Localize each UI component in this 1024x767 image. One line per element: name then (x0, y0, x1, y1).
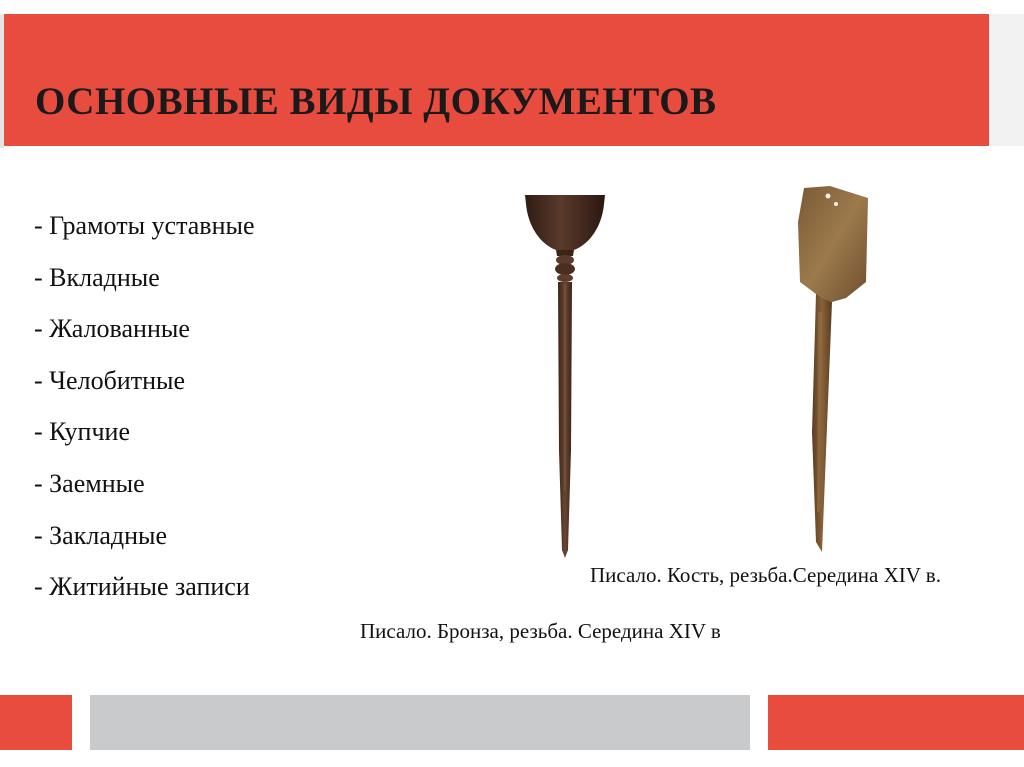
list-item: - Заемные (34, 468, 145, 498)
list-item: - Грамоты уставные (34, 211, 255, 240)
document-types-list (34, 200, 255, 613)
bronze-stylus-icon (518, 190, 612, 562)
bone-stylus-caption: Писало. Кость, резьба.Середина XIV в. (590, 563, 941, 587)
bone-stylus-icon (786, 182, 876, 554)
footer-right-block (768, 695, 1024, 750)
list-item: - Жалованные (34, 314, 190, 344)
bronze-stylus-caption: Писало. Бронза, резьба. Середина XIV в (360, 619, 721, 643)
list-item: - Вкладные (34, 262, 160, 292)
slide-title: ОСНОВНЫЕ ВИДЫ ДОКУМЕНТОВ (35, 80, 717, 123)
list-item: - Купчие (34, 417, 130, 447)
list-item: - Житийные записи (34, 572, 250, 602)
footer-gray-bar (90, 695, 750, 750)
title-bar-right-edge (989, 14, 1024, 146)
list-item: - Челобитные (34, 365, 185, 395)
footer-left-block (0, 695, 72, 750)
list-item: - Закладные (34, 520, 168, 550)
